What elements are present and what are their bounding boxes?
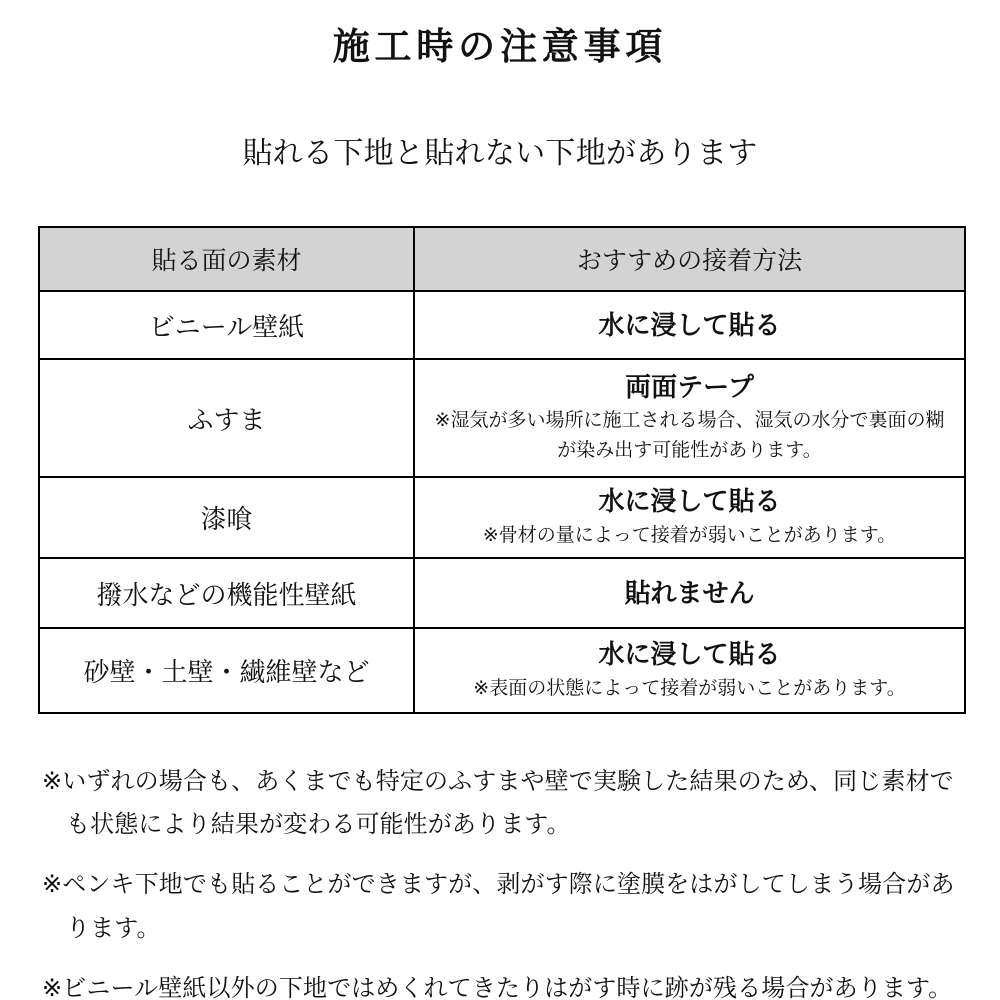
- material-cell: 砂壁・土壁・繊維壁など: [39, 628, 414, 713]
- method-text: 水に浸して貼る: [598, 309, 781, 340]
- material-cell: 撥水などの機能性壁紙: [39, 558, 414, 628]
- table-row-vinyl-wallpaper: [39, 291, 965, 359]
- method-note: ※骨材の量によって接着が弱いことがあります。: [482, 524, 897, 546]
- method-note: ※表面の状態によって接着が弱いことがあります。: [473, 677, 906, 699]
- method-cell: [414, 477, 965, 558]
- method-cell: [414, 291, 965, 359]
- method-cell: [414, 558, 965, 628]
- footnote-non-vinyl-surface: ※ビニール壁紙以外の下地ではめくれてきたりはがす時に跡が残る場合があります。: [42, 974, 953, 1000]
- table-row-fusuma: [39, 359, 965, 477]
- table-row-functional-wallpaper: [39, 558, 965, 628]
- material-cell: 漆喰: [39, 477, 414, 558]
- method-text: 貼れません: [624, 577, 755, 608]
- table-header-row: [39, 227, 965, 291]
- header-material-column: 貼る面の素材: [39, 227, 414, 291]
- method-note: ※湿気が多い場所に施工される場合、湿気の水分で裏面の糊が染み出す可能性があります。: [434, 410, 945, 461]
- method-text: 両面テープ: [625, 371, 754, 402]
- table-row-sand-wall: [39, 628, 965, 713]
- header-method-column: おすすめの接着方法: [414, 227, 965, 291]
- material-cell: ふすま: [39, 359, 414, 477]
- adhesion-method-table: [38, 226, 966, 714]
- footnotes-section: [42, 760, 964, 1000]
- method-cell: [414, 359, 965, 477]
- method-text: 水に浸して貼る: [598, 486, 781, 517]
- material-cell: ビニール壁紙: [39, 291, 414, 359]
- table-row-plaster: [39, 477, 965, 558]
- footnote-paint-surface: ※ペンキ下地でも貼ることができますが、剥がす際に塗膜をはがしてしまう場合があります。: [42, 871, 955, 942]
- method-cell: [414, 628, 965, 713]
- page-title: 施工時の注意事項: [332, 27, 668, 68]
- page-subtitle: 貼れる下地と貼れない下地があります: [242, 137, 758, 170]
- footnote-general-result: ※いずれの場合も、あくまでも特定のふすまや壁で実験した結果のため、同じ素材でも状態により結果が変わる可能性があります。: [42, 768, 954, 839]
- method-text: 水に浸して貼る: [598, 639, 781, 670]
